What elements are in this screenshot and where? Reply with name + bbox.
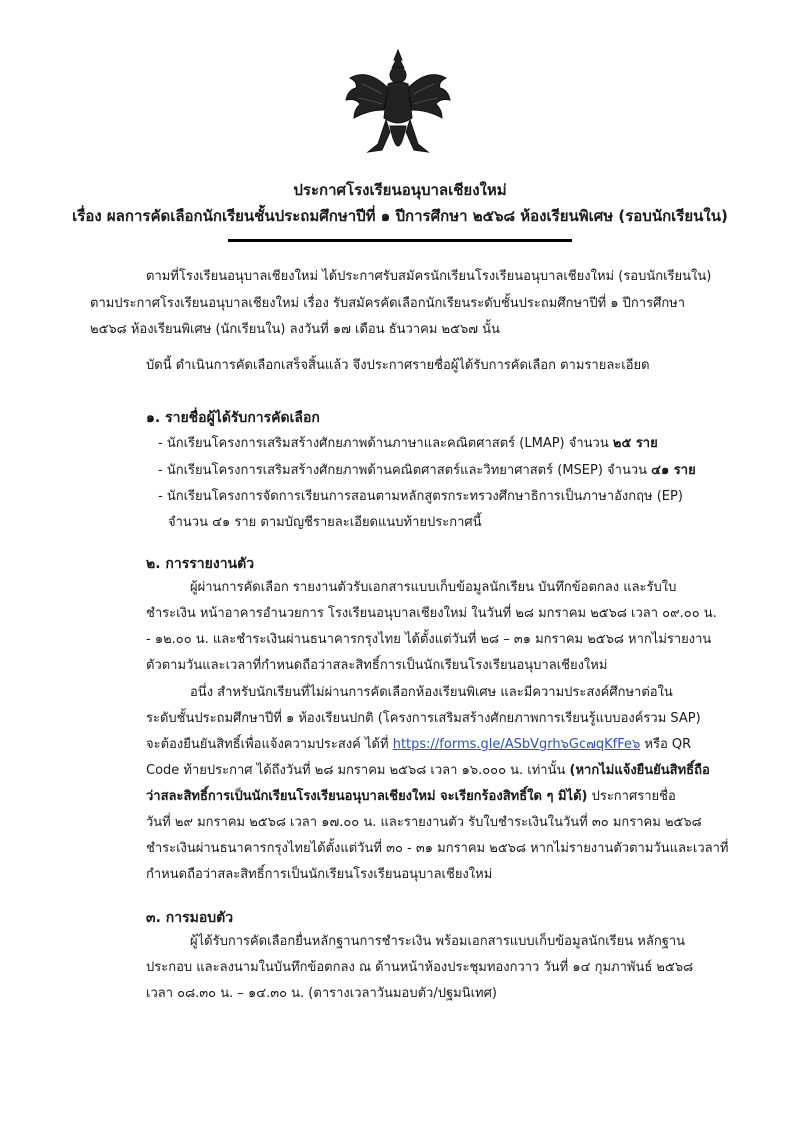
announcement-subject: เรื่อง ผลการคัดเลือกนักเรียนชั้นประถมศึกษาปีที่ ๑ ปีการศึกษา ๒๕๖๘ ห้องเรียนพิเศษ (รอบนักเรียนใน)	[72, 207, 728, 225]
section-1-heading: ๑. รายชื่อผู้ได้รับการคัดเลือก	[146, 410, 320, 426]
intro-paragraph-2: บัดนี้ ดำเนินการคัดเลือกเสร็จสิ้นแล้ว จึงประกาศรายชื่อผู้ได้รับการคัดเลือก ตามรายละเอียด	[146, 358, 650, 373]
list-item-ep-cont: จำนวน ๔๑ ราย ตามบัญชีรายละเอียดแนบท้ายประกาศนี้	[168, 515, 482, 530]
announce-list-text: ประกาศรายชื่อ	[591, 789, 676, 804]
waiver-warning-cont: ว่าสละสิทธิ์การเป็นนักเรียนโรงเรียนอนุบาลเชียงใหม่ จะเรียกร้องสิทธิ์ใด ๆ มิได้)	[146, 789, 588, 804]
google-form-link[interactable]: https://forms.gle/ASbVgrh๖Gc๗qKfFe๖	[392, 737, 641, 752]
section-3-line-1: ผู้ได้รับการคัดเลือกยื่นหลักฐานการชำระเงิน พร้อมเอกสารแบบเก็บข้อมูลนักเรียน หลักฐาน	[190, 934, 686, 949]
list-item-lmap-count: ๒๕ ราย	[612, 436, 658, 451]
section-2-p1-line-1: ผู้ผ่านการคัดเลือก รายงานตัวรับเอกสารแบบเก็บข้อมูลนักเรียน บันทึกข้อตกลง และรับใบ	[190, 580, 677, 595]
section-2-p2-line-2: ระดับชั้นประถมศึกษาปีที่ ๑ ห้องเรียนปกติ (โครงการเสริมสร้างศักยภาพการเรียนรู้แบบองค์รวม SAP)	[146, 711, 701, 726]
section-2-p1-line-2: ชำระเงิน หน้าอาคารอำนวยการ โรงเรียนอนุบาลเชียงใหม่ ในวันที่ ๒๘ มกราคม ๒๕๖๘ เวลา ๐๙.๐๐ น.	[146, 606, 717, 621]
section-3-line-2: ประกอบ และลงนามในบันทึกข้อตกลง ณ ด้านหน้าห้องประชุมทองกวาว วันที่ ๑๔ กุมภาพันธ์ ๒๕๖๘	[146, 960, 694, 975]
list-item-ep: - นักเรียนโครงการจัดการเรียนการสอนตามหลักสูตรกระทรวงศึกษาธิการเป็นภาษาอังกฤษ (EP)	[158, 489, 683, 504]
list-item-lmap-text: - นักเรียนโครงการเสริมสร้างศักยภาพด้านภาษาและคณิตศาสตร์ (LMAP) จำนวน	[158, 436, 609, 451]
section-2-p1-line-3: - ๑๒.๐๐ น. และชำระเงินผ่านธนาคารกรุงไทย ได้ตั้งแต่วันที่ ๒๘ – ๓๑ มกราคม ๒๕๖๘ หากไม่รายงาน	[146, 632, 712, 647]
deadline-text: Code ท้ายประกาศ ได้ถึงวันที่ ๒๘ มกราคม ๒๕๖๘ เวลา ๑๖.๐๐๐ น. เท่านั้น	[146, 763, 566, 778]
section-2-p2-line-5	[146, 788, 676, 806]
section-2-p2-line-4	[146, 762, 710, 780]
intro-line-2: ตามประกาศโรงเรียนอนุบาลเชียงใหม่ เรื่อง รับสมัครคัดเลือกนักเรียนระดับชั้นประถมศึกษาปีที่ ๑ ปีการศึกษา	[90, 296, 686, 311]
section-2-p2-line-1: อนึ่ง สำหรับนักเรียนที่ไม่ผ่านการคัดเลือกห้องเรียนพิเศษ และมีความประสงค์ศึกษาต่อใน	[190, 685, 673, 700]
section-2-p1-line-4: ตัวตามวันและเวลาที่กำหนดถือว่าสละสิทธิ์การเป็นนักเรียนโรงเรียนอนุบาลเชียงใหม่	[146, 658, 608, 673]
section-2-p2-line-8: กำหนดถือว่าสละสิทธิ์การเป็นนักเรียนโรงเรียนอนุบาลเชียงใหม่	[146, 867, 493, 882]
announcement-title: ประกาศโรงเรียนอนุบาลเชียงใหม่	[293, 181, 507, 199]
list-item-msep	[158, 462, 696, 480]
title-divider	[228, 239, 572, 242]
qr-text: หรือ QR	[644, 737, 692, 752]
section-3-heading: ๓. การมอบตัว	[146, 910, 234, 926]
list-item-lmap	[158, 435, 658, 453]
section-2-heading: ๒. การรายงานตัว	[146, 556, 255, 572]
intro-line-1: ตามที่โรงเรียนอนุบาลเชียงใหม่ ได้ประกาศรับสมัครนักเรียนโรงเรียนอนุบาลเชียงใหม่ (รอบนักเรียนใน)	[146, 269, 712, 284]
intro-line-3: ๒๕๖๘ ห้องเรียนพิเศษ (นักเรียนใน) ลงวันที่ ๑๗ เดือน ธันวาคม ๒๕๖๗ นั้น	[90, 322, 500, 337]
section-2-p2-line-6: วันที่ ๒๙ มกราคม ๒๕๖๘ เวลา ๑๗.๐๐ น. และรายงานตัว รับใบชำระเงินในวันที่ ๓๐ มกราคม ๒๕๖๘	[146, 815, 702, 830]
section-3-line-3: เวลา ๐๘.๓๐ น. – ๑๔.๓๐ น. (ตารางเวลาวันมอบตัว/ปฐมนิเทศ)	[146, 986, 497, 1001]
waiver-warning: (หากไม่แจ้งยืนยันสิทธิ์ถือ	[569, 763, 710, 778]
section-2-p2-line-7: ชำระเงินผ่านธนาคารกรุงไทยได้ตั้งแต่วันที่ ๓๐ - ๓๑ มกราคม ๒๕๖๘ หากไม่รายงานตัวตามวันและเวลาที่	[146, 841, 729, 856]
garuda-emblem-icon	[338, 48, 458, 168]
section-2-p2-line-3	[146, 736, 691, 754]
list-item-msep-count: ๔๑ ราย	[651, 463, 696, 478]
confirm-text: จะต้องยืนยันสิทธิ์เพื่อแจ้งความประสงค์ ได้ที่	[146, 737, 389, 752]
list-item-msep-text: - นักเรียนโครงการเสริมสร้างศักยภาพด้านคณิตศาสตร์และวิทยาศาสตร์ (MSEP) จำนวน	[158, 463, 648, 478]
